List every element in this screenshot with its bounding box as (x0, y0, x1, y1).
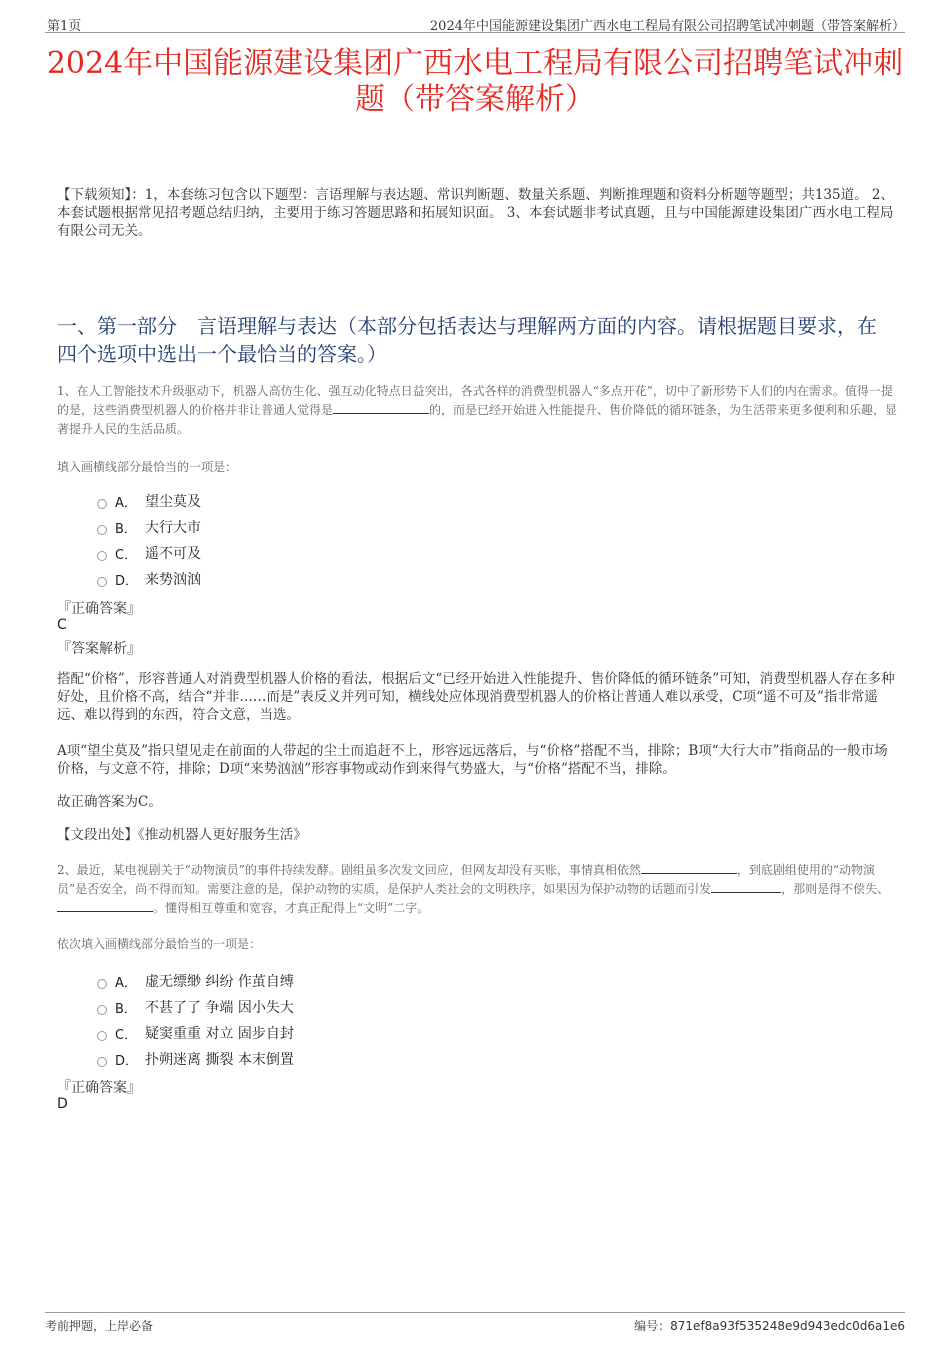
radio-icon[interactable] (97, 1031, 107, 1041)
question-2-option-a[interactable] (97, 968, 294, 994)
footer-divider (45, 1312, 905, 1313)
radio-icon[interactable] (97, 1057, 107, 1067)
question-2-text-b: ，到底剧组使用的“动物演员”是否安全，尚不得而知。需要注意的是，保护动物的实质，是保护人类社会的文明秩序，如果因为保护动物的话题而引发 (57, 863, 876, 896)
question-1-options (97, 488, 201, 592)
footer-code-value: 871ef8a93f535248e9d943edc0d6a1e6 (670, 1319, 905, 1333)
footer-code (634, 1317, 905, 1334)
radio-icon[interactable] (97, 499, 107, 509)
question-1-prompt: 填入画横线部分最恰当的一项是： (57, 460, 238, 474)
option-text: 大行大市 (145, 520, 201, 536)
option-text: 扑朔迷离 撕裂 本末倒置 (145, 1052, 294, 1068)
question-2-text-c: ，那则是得不偿失、 (781, 882, 890, 896)
option-text: 不甚了了 争端 因小失大 (145, 1000, 294, 1016)
question-2-blank-1 (641, 861, 737, 874)
header-divider (45, 32, 905, 33)
question-2-text-d: 。懂得相互尊重和宽容，才真正配得上“文明”二字。 (153, 901, 430, 915)
footer-code-label: 编号： (634, 1319, 671, 1333)
option-letter: C． (115, 1027, 138, 1043)
download-notice: 【下载须知】：1，本套练习包含以下题型：言语理解与表达题、常识判断题、数量关系题、判断推理题和资料分析题等题型；共135道。 2、本套试题根据常见招考题总结归纳，主要用于练习答题思路和拓展知识面。 3、本套试题非考试真题，且与中国能源建设集团广西水电工程局有限公司无关。 (57, 187, 894, 239)
option-letter: D． (115, 573, 139, 589)
question-2-text-a: 2、最近，某电视剧关于“动物演员”的事件持续发酵。剧组虽多次发文回应，但网友却没有买账，事情真相依然 (57, 863, 641, 877)
option-text: 虚无缥缈 纠纷 作茧自缚 (145, 974, 294, 990)
question-1-text-a: 1、在人工智能技术升级驱动下，机器人高仿生化、强互动化特点日益突出，各式各样的消费型机器人“多点开花”，切中了新形势下人们的内在需求。值得一提的是，这些消费型机器人的价格并非让普通人觉得是 (57, 384, 893, 417)
option-text: 遥不可及 (145, 546, 201, 562)
radio-icon[interactable] (97, 577, 107, 587)
question-1-blank (333, 401, 429, 414)
question-2-blank-2 (711, 880, 781, 893)
question-1-option-a[interactable] (97, 488, 201, 514)
header-doc-title: 2024年中国能源建设集团广西水电工程局有限公司招聘笔试冲刺题（带答案解析） (429, 19, 905, 34)
radio-icon[interactable] (97, 979, 107, 989)
question-1-answer: C (57, 617, 67, 633)
question-1-option-b[interactable] (97, 514, 201, 540)
option-letter: A． (115, 975, 137, 991)
question-2-text (57, 861, 900, 918)
question-2-answer-label: 『正确答案』 (57, 1080, 141, 1096)
option-letter: A． (115, 495, 137, 511)
question-2-option-c[interactable] (97, 1020, 294, 1046)
question-1-answer-label: 『正确答案』 (57, 601, 141, 617)
question-2-answer: D (57, 1096, 68, 1112)
question-1-option-d[interactable] (97, 566, 201, 592)
question-1-text (57, 382, 900, 439)
radio-icon[interactable] (97, 525, 107, 535)
question-2-options (97, 968, 294, 1072)
footer-slogan: 考前押题，上岸必备 (45, 1319, 154, 1333)
option-letter: C． (115, 547, 138, 563)
question-1-analysis-1: 搭配“价格”，形容普通人对消费型机器人价格的看法，根据后文“已经开始进入性能提升、售价降低的循环链条”可知，消费型机器人存在多种好处，且价格不高，结合“并非……而是”表反义并列可知，横线处应体现消费型机器人的价格让普通人难以承受，C项“遥不可及”指非常遥远、难以得到的东西，符合文意，当选。 (57, 671, 895, 723)
page-title: 2024年中国能源建设集团广西水电工程局有限公司招聘笔试冲刺题（带答案解析） (46, 46, 904, 117)
question-2-prompt: 依次填入画横线部分最恰当的一项是： (57, 937, 262, 951)
option-text: 来势汹汹 (145, 572, 201, 588)
option-letter: D． (115, 1053, 139, 1069)
question-1-option-c[interactable] (97, 540, 201, 566)
section-heading: 一、第一部分 言语理解与表达（本部分包括表达与理解两方面的内容。请根据题目要求，在四个选项中选出一个最恰当的答案。） (57, 314, 877, 366)
radio-icon[interactable] (97, 1005, 107, 1015)
question-2-blank-3 (57, 899, 153, 912)
question-1-source: 【文段出处】《推动机器人更好服务生活》 (57, 827, 307, 843)
option-text: 疑窦重重 对立 固步自封 (145, 1026, 294, 1042)
question-1-text-b: 的，而是已经开始进入性能提升、售价降低的循环链条，为生活带来更多便利和乐趣，显著提升人民的生活品质。 (57, 403, 898, 436)
header-page-label: 第1页 (47, 19, 82, 34)
radio-icon[interactable] (97, 551, 107, 561)
question-1-analysis-3: 故正确答案为C。 (57, 794, 162, 810)
question-1-analysis-2: A项“望尘莫及”指只望见走在前面的人带起的尘土而追赶不上，形容远远落后，与“价格”搭配不当，排除；B项“大行大市”指商品的一般市场价格，与文意不符，排除；D项“来势汹汹”形容事物或动作到来得气势盛大，与“价格”搭配不当，排除。 (57, 743, 888, 777)
question-1-analysis-label: 『答案解析』 (57, 641, 141, 657)
question-2-option-d[interactable] (97, 1046, 294, 1072)
option-letter: B． (115, 1001, 137, 1017)
option-text: 望尘莫及 (145, 494, 201, 510)
option-letter: B． (115, 521, 137, 537)
question-2-option-b[interactable] (97, 994, 294, 1020)
